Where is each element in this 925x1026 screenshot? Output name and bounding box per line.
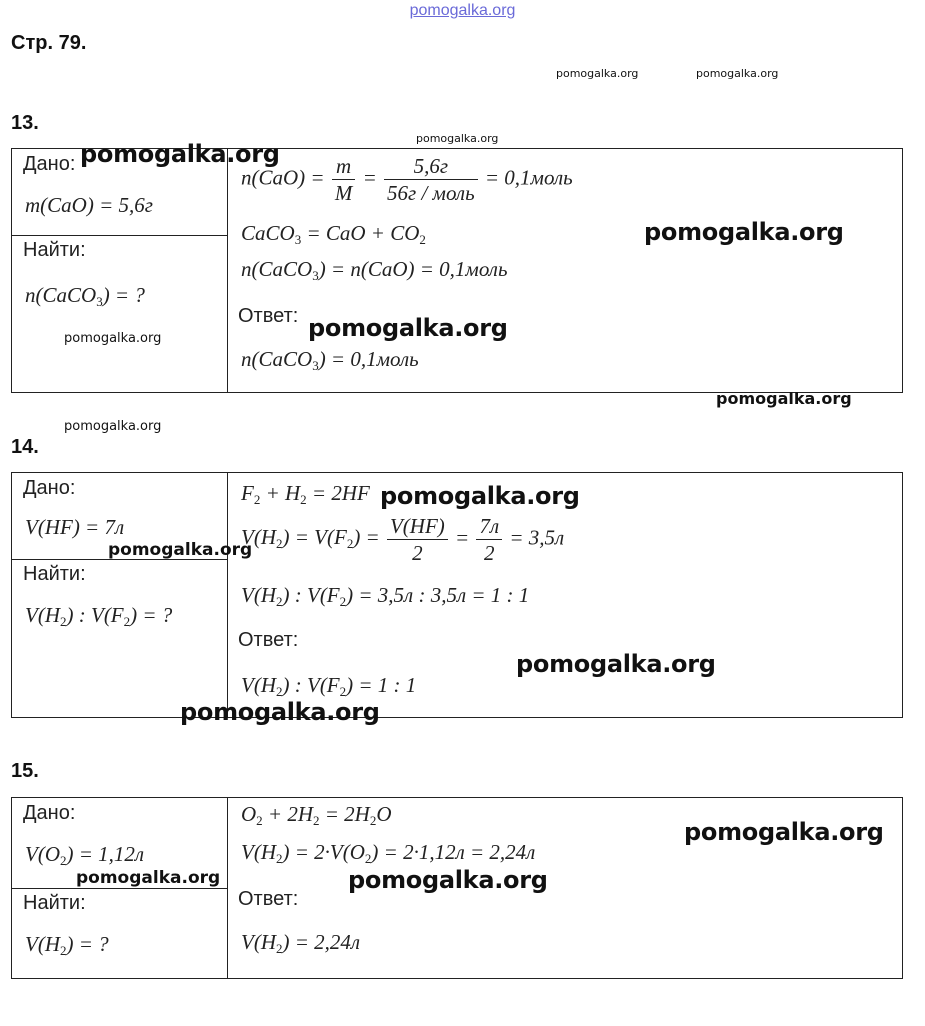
divider xyxy=(12,888,227,889)
answer-label: Ответ: xyxy=(238,888,299,910)
given-label: Дано: xyxy=(23,153,76,175)
given-formula: $V(O_2) = 1,12л$ xyxy=(25,842,145,868)
find-formula: n(CaCO$_3$) = ? xyxy=(25,283,145,309)
answer-label: Ответ: xyxy=(238,305,299,327)
answer-formula: $V(H_2)$ : $V(F_2) = 1$ : 1 xyxy=(241,673,417,699)
site-header-link[interactable]: pomogalka.org xyxy=(409,2,516,19)
find-formula: $V(H_2)$ = ? xyxy=(25,932,109,958)
task-13-box xyxy=(11,148,903,393)
watermark: pomogalka.org xyxy=(348,866,548,894)
answer-formula: $V(H_2) = 2,24л$ xyxy=(241,930,361,956)
watermark: pomogalka.org xyxy=(108,540,253,560)
find-formula: $V(H_2)$ : $V(F_2)$ = ? xyxy=(25,603,173,629)
given-formula: m(CaO) = 5,6г xyxy=(25,193,153,217)
watermark: pomogalka.org xyxy=(180,698,380,726)
answer-formula: n(CaCO$_3$) = 0,1моль xyxy=(241,347,419,373)
given-label: Дано: xyxy=(23,477,76,499)
task-number: 14. xyxy=(11,436,39,458)
watermark: pomogalka.org xyxy=(76,868,221,888)
find-label: Найти: xyxy=(23,563,86,585)
solution-line: n(CaO) = $\frac{m}{M}$ = $\frac{5,6г}{\text{56г / моль}}$ = 0,1моль xyxy=(241,154,573,205)
watermark: pomogalka.org xyxy=(684,818,884,846)
watermark: pomogalka.org xyxy=(716,389,852,408)
watermark: pomogalka.org xyxy=(80,140,280,168)
task-number: 13. xyxy=(11,112,39,134)
given-column xyxy=(12,149,228,392)
watermark: pomogalka.org xyxy=(64,331,162,346)
watermark: pomogalka.org xyxy=(64,419,162,434)
watermark: pomogalka.org xyxy=(308,314,508,342)
solution-line: $O_2 + 2H_2 = 2H_2O$ xyxy=(241,802,392,828)
page-title: Стр. 79. xyxy=(11,32,87,54)
solution-line: $V(H_2) = V(F_2)$ = $\frac{V(HF)}{2}$ = $\frac{7л}{2}$ = 3,5л xyxy=(241,514,565,565)
solution-line: CaCO$_3$ = CaO + $CO_2$ xyxy=(241,221,426,247)
given-label: Дано: xyxy=(23,802,76,824)
given-column xyxy=(12,473,228,717)
answer-label: Ответ: xyxy=(238,629,299,651)
solution-line: $V(H_2)$ : $V(F_2) = 3,5л$ : 3,5л = 1 : 1 xyxy=(241,583,530,609)
watermark: pomogalka.org xyxy=(416,132,499,145)
divider xyxy=(12,235,227,236)
given-formula: V(HF) = 7л xyxy=(25,515,125,539)
find-label: Найти: xyxy=(23,892,86,914)
watermark: pomogalka.org xyxy=(380,482,580,510)
watermark: pomogalka.org xyxy=(516,650,716,678)
solution-line: $V(H_2) = 2\cdot V(O_2) = 2\cdot 1,12л = 2,24л$ xyxy=(241,840,536,866)
find-label: Найти: xyxy=(23,239,86,261)
solution-line: n(CaCO$_3$) = n(CaO) = 0,1моль xyxy=(241,257,508,283)
watermark: pomogalka.org xyxy=(696,67,779,80)
solution-line: $F_2 + H_2 = 2HF$ xyxy=(241,481,370,507)
watermark: pomogalka.org xyxy=(644,218,844,246)
task-number: 15. xyxy=(11,760,39,782)
watermark: pomogalka.org xyxy=(556,67,639,80)
